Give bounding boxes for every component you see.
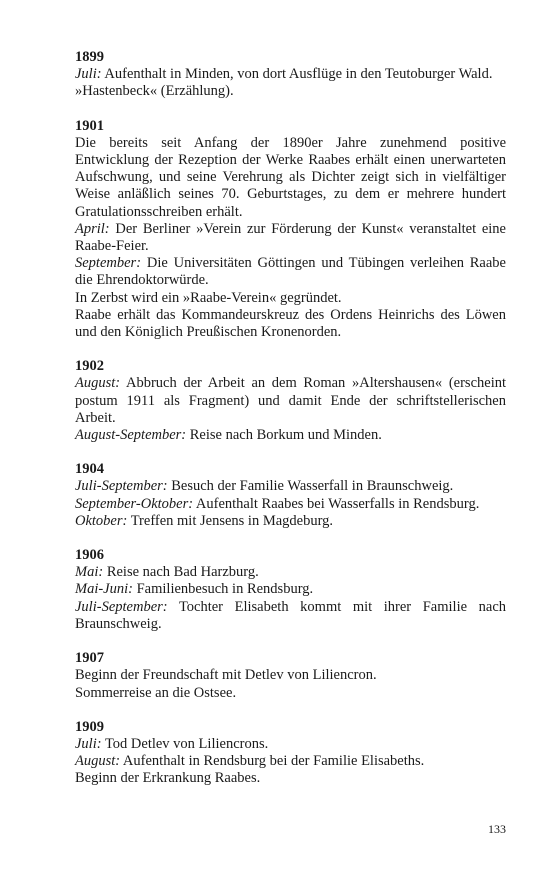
- year-heading: 1902: [75, 358, 104, 375]
- entry-text: Der Berliner »Verein zur Förderung der Kunst« veranstaltet eine Raabe-Feier.: [75, 220, 506, 255]
- entry-line: [75, 770, 506, 787]
- entry-line: [75, 255, 506, 289]
- entry-text: Aufenthalt Raabes bei Wasserfalls in Rendsburg.: [193, 495, 480, 512]
- entry-text: Sommerreise an die Ostsee.: [75, 684, 237, 701]
- entry-line: [75, 685, 506, 702]
- year-entry-1904: [75, 461, 506, 530]
- entry-text: Reise nach Bad Harzburg.: [103, 564, 259, 581]
- month-label: Mai:: [75, 564, 104, 581]
- month-label: August:: [75, 375, 121, 392]
- entry-line: [75, 375, 506, 427]
- entry-line: [75, 513, 506, 530]
- entry-text: Die bereits seit Anfang der 1890er Jahre zunehmend positive Entwicklung der Rezeption der Werke Raabes erhält einen unerwarteten Aufschwung, und seine Verehrung als Dichter zeigt sich in vielfältiger Weise anläßlich seines 70. Geburtstages, zu dem er mehrere hundert Gratulationsschreiben erhält.: [75, 134, 506, 220]
- month-label: April:: [75, 220, 110, 237]
- entry-text: »Hastenbeck« (Erzählung).: [75, 83, 234, 100]
- entry-line: [75, 496, 506, 513]
- year-entry-1901: [75, 118, 506, 342]
- month-label: August:: [75, 753, 121, 770]
- entry-line: [75, 478, 506, 495]
- entry-text: Beginn der Erkrankung Raabes.: [75, 770, 261, 787]
- entry-line: [75, 290, 506, 307]
- entry-line: [75, 753, 506, 770]
- entry-text: Die Universitäten Göttingen und Tübingen verleihen Raabe die Ehrendoktorwürde.: [75, 255, 506, 289]
- entry-line: [75, 736, 506, 753]
- entry-text: Beginn der Freundschaft mit Detlev von Liliencron.: [75, 667, 377, 684]
- entry-line: [75, 221, 506, 255]
- year-heading: 1906: [75, 547, 104, 564]
- chronology-page: [75, 49, 506, 805]
- year-entry-1902: [75, 358, 506, 444]
- month-label: August-September:: [75, 427, 187, 444]
- month-label: Juli-September:: [75, 598, 168, 615]
- year-heading: 1907: [75, 650, 104, 667]
- month-label: Mai-Juni:: [75, 581, 133, 598]
- month-label: September:: [75, 255, 142, 272]
- entry-text: Tod Detlev von Liliencrons.: [101, 735, 269, 752]
- month-label: Juli:: [75, 66, 102, 83]
- entry-text: Familienbesuch in Rendsburg.: [132, 581, 314, 598]
- entry-text: Reise nach Borkum und Minden.: [186, 427, 382, 444]
- entry-line: [75, 307, 506, 341]
- entry-line: [75, 427, 506, 444]
- entry-text: Tochter Elisabeth kommt mit ihrer Familie nach Braunschweig.: [75, 598, 506, 632]
- entry-line: [75, 581, 506, 598]
- month-label: Oktober:: [75, 512, 128, 529]
- entry-text: Raabe erhält das Kommandeurskreuz des Ordens Heinrichs des Löwen und den Königlich Preußischen Kronenorden.: [75, 306, 506, 341]
- year-entry-1907: [75, 650, 506, 702]
- entry-line: [75, 83, 506, 100]
- month-label: Juli:: [75, 735, 102, 752]
- entry-text: In Zerbst wird ein »Raabe-Verein« gegründet.: [75, 289, 342, 306]
- entry-line: [75, 135, 506, 221]
- year-heading: 1901: [75, 117, 104, 134]
- year-heading: 1909: [75, 718, 104, 735]
- entry-text: Abbruch der Arbeit an dem Roman »Altershausen« (erscheint postum 1911 als Fragment) und damit Ende der schriftstellerischen Arbeit.: [75, 375, 506, 426]
- month-label: Juli-September:: [75, 478, 168, 495]
- year-entry-1906: [75, 547, 506, 633]
- entry-text: Aufenthalt in Minden, von dort Ausflüge in den Teutoburger Wald.: [101, 66, 493, 83]
- entry-line: [75, 564, 506, 581]
- page-number: 133: [488, 822, 506, 836]
- year-entry-1909: [75, 719, 506, 788]
- year-heading: 1904: [75, 461, 104, 478]
- entry-text: Aufenthalt in Rendsburg bei der Familie Elisabeths.: [120, 753, 425, 770]
- month-label: September-Oktober:: [75, 495, 194, 512]
- entry-line: [75, 66, 506, 83]
- entry-line: [75, 599, 506, 633]
- year-heading: 1899: [75, 49, 104, 65]
- entry-text: Treffen mit Jensens in Magdeburg.: [127, 512, 334, 529]
- entry-line: [75, 667, 506, 684]
- entry-text: Besuch der Familie Wasserfall in Braunschweig.: [167, 478, 454, 495]
- year-entry-1899: [75, 49, 506, 101]
